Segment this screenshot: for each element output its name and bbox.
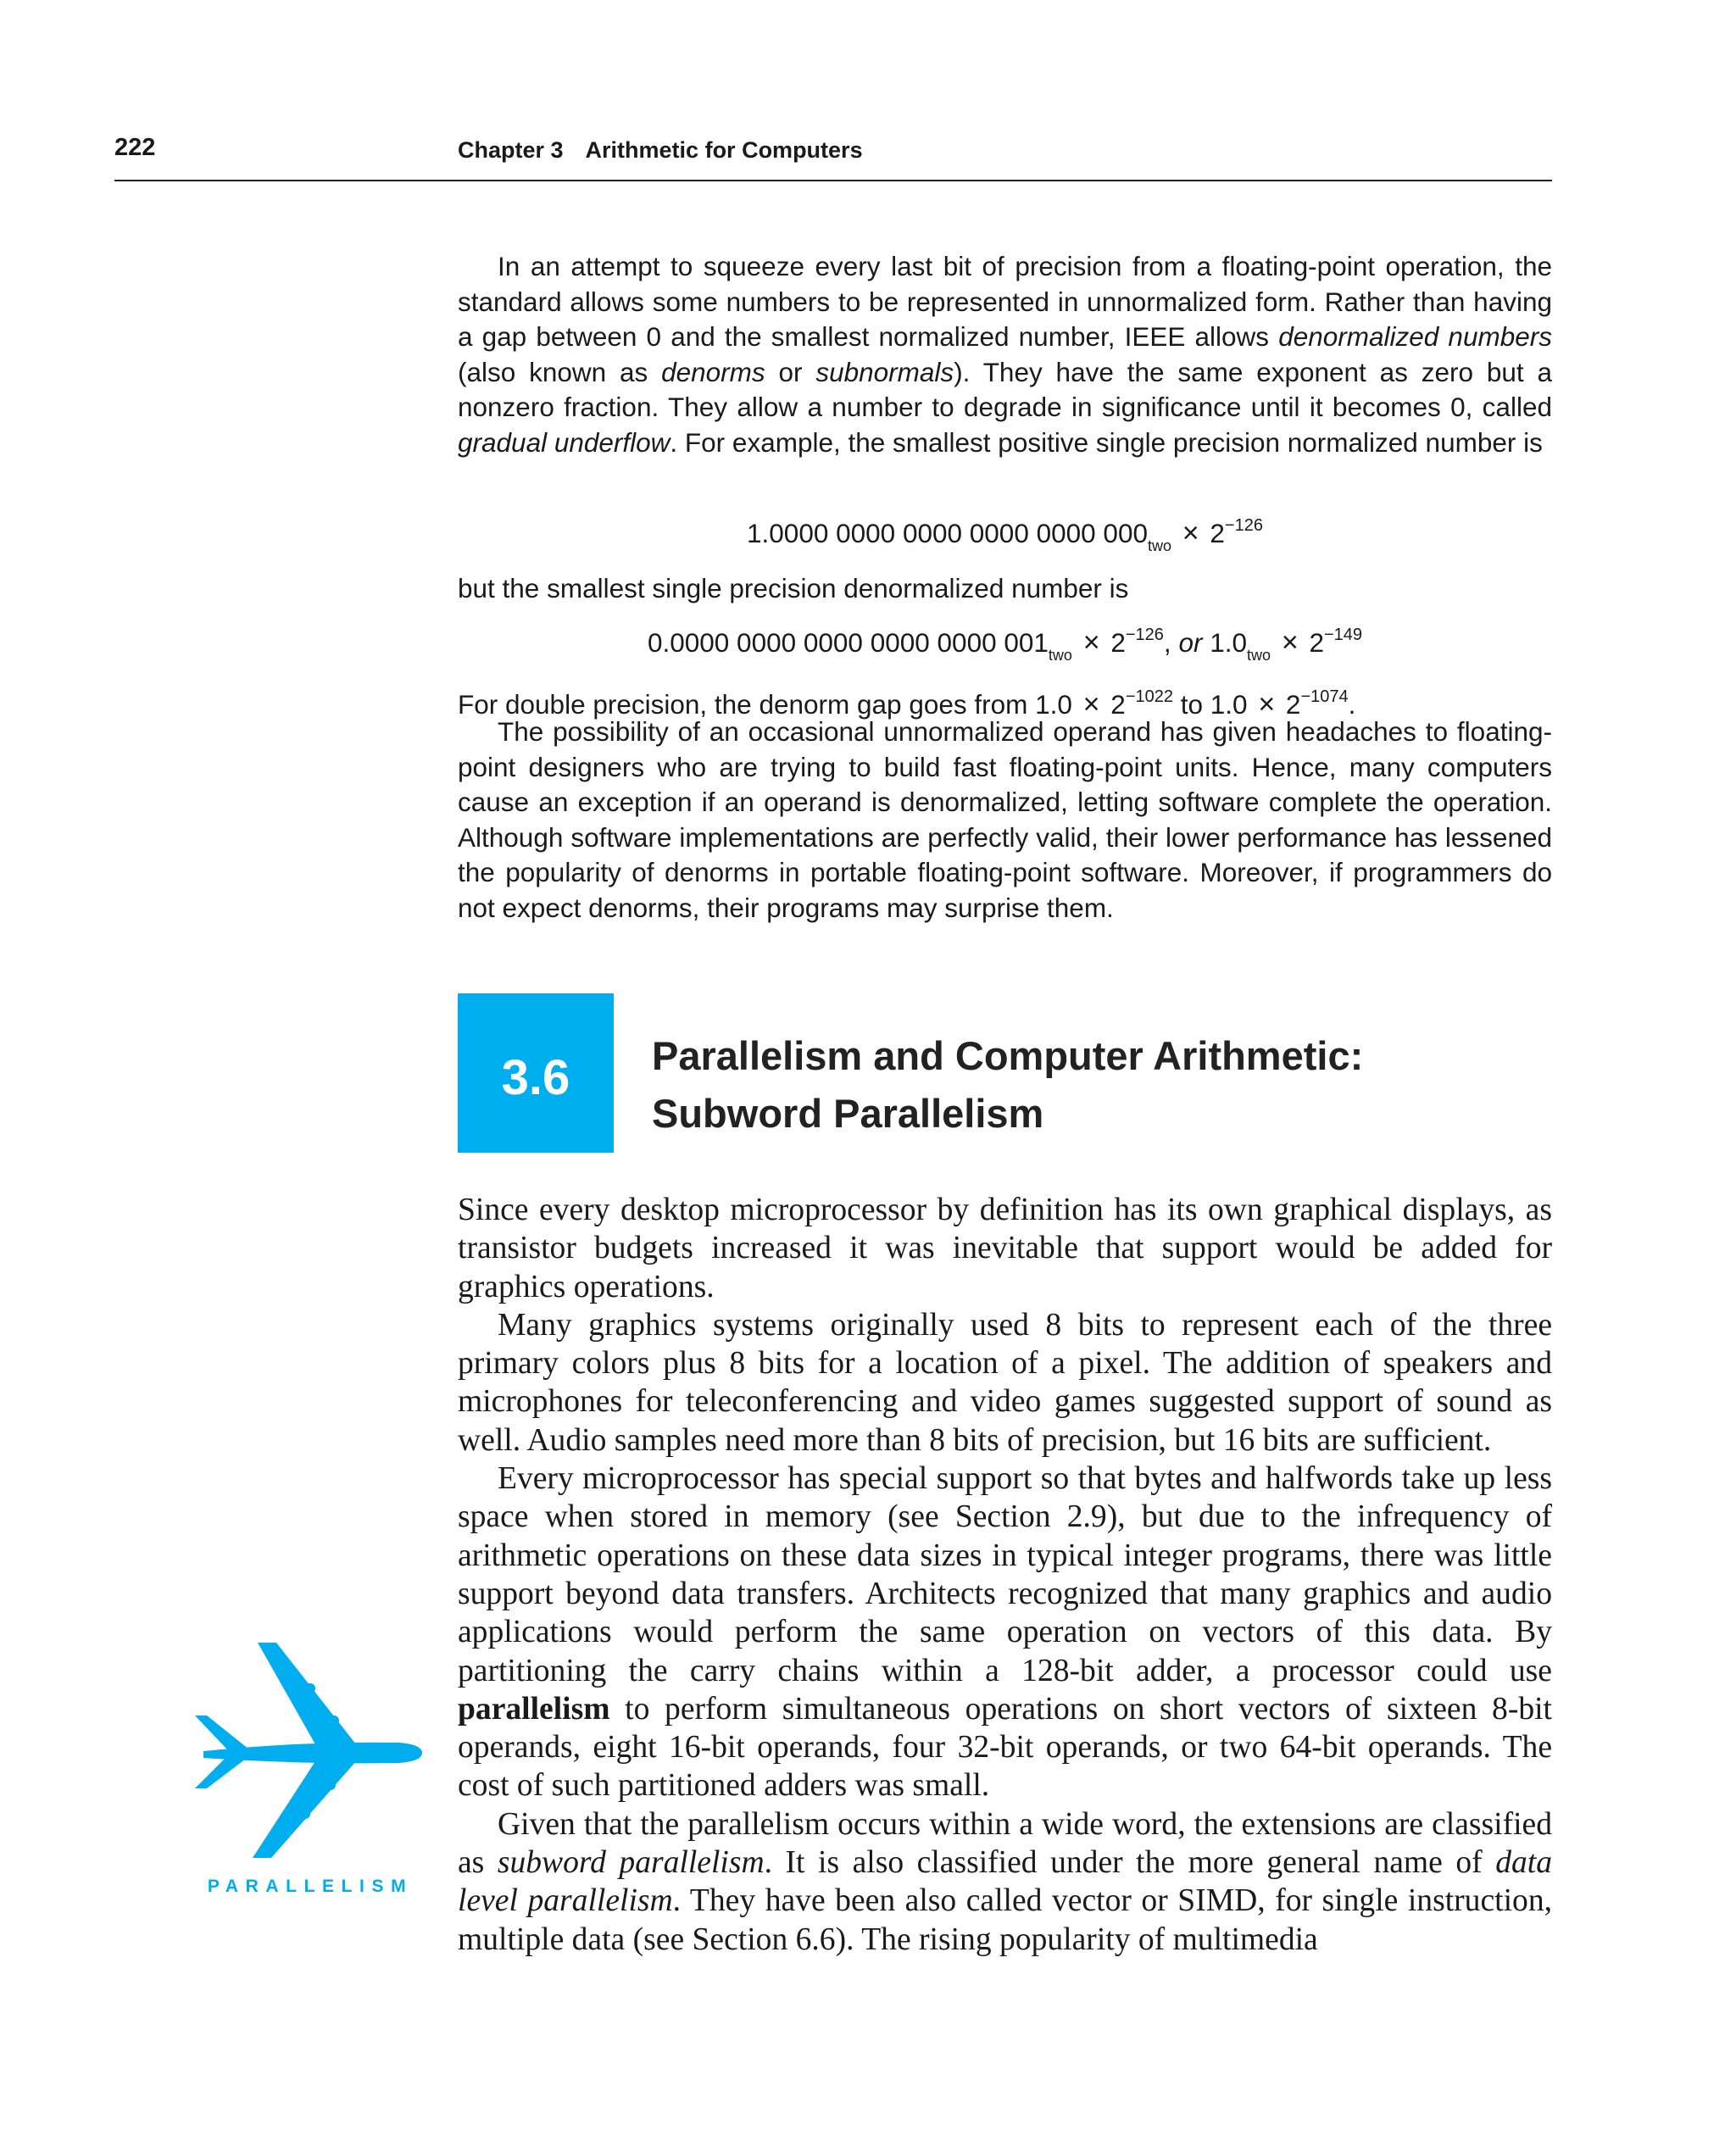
body-paragraph-1: Since every desktop microprocessor by definition has its own graphical displays, as transistor budgets increased it was inevitable that support would be added for graphics operations.	[458, 1193, 1552, 1304]
running-head	[458, 137, 863, 164]
intro-mid-line: but the smallest single precision denormalized number is	[458, 573, 1129, 603]
section-title-line-1: Parallelism and Computer Arithmetic:	[652, 1033, 1364, 1078]
airplane-icon	[188, 1643, 422, 1863]
keyword-parallelism: parallelism	[458, 1691, 610, 1727]
section-title	[652, 1027, 1584, 1143]
header-rule	[114, 180, 1552, 181]
chapter-title: Arithmetic for Computers	[585, 137, 863, 163]
body-paragraph-3: Every microprocessor has special support so that bytes and halfwords take up less space when stored in memory (see Section 2.9), but due to the infrequency of arithmetic operations on these data sizes in typical integer programs, there was little support beyond data transfers. Architects recognized that many graphics and audio applications would perform the same operation on vectors of this data. By partitioning the carry chains within a 128-bit adder, a processor could use parallelism to perform simultaneous operations on short vectors of sixteen 8-bit operands, eight 16-bit operands, four 32-bit operands, or two 64-bit operands. The cost of such partitioned adders was small.	[458, 1461, 1552, 1804]
intro-paragraph-2: The possibility of an occasional unnormalized operand has given headaches to floating-point designers who are trying to build fast floating-point units. Hence, many computers cause an exception if an operand is denormalized, letting software complete the operation. Although software implementations are perfectly valid, their lower performance has lessened the popularity of denorms in portable floating-point software. Moreover, if programmers do not expect denorms, their programs may surprise them.	[458, 716, 1552, 923]
margin-label-parallelism: PARALLELISM	[207, 1877, 414, 1896]
body-paragraph-2: Many graphics systems originally used 8 bits to represent each of the three primary colors plus 8 bits for a location of a pixel. The addition of speakers and microphones for teleconferencing and video games suggested support of sound as well. Audio samples need more than 8 bits of precision, but 16 bits are sufficient.	[458, 1307, 1552, 1458]
page-number: 222	[114, 134, 156, 161]
body-text	[458, 1191, 1552, 1959]
equation-denormalized: 0.0000 0000 0000 0000 0000 $001_{two} \times 2^{-126}$, or $1.0_{two} \times 2^{-149}$	[647, 626, 1363, 664]
body-paragraph-4: Given that the parallelism occurs within a wide word, the extensions are classified as subword parallelism. It is also classified under the more general name of data level parallelism. They have been also called vector or SIMD, for single instruction, multiple data (see Section 6.6). The rising popularity of multimedia	[458, 1806, 1552, 1957]
section-number: 3.6	[501, 1050, 570, 1105]
double-precision-line: For double precision, the denorm gap goes from $1.0 \times 2^{-1022}$ to $1.0 \times 2^{-1074}$.	[458, 687, 1356, 720]
intro-paragraph-1: In an attempt to squeeze every last bit of precision from a floating-point operation, the standard allows some numbers to be represented in unnormalized form. Rather than having a gap between 0 and the smallest normalized number, IEEE allows denormalized numbers (also known as denorms or subnormals). They have the same exponent as zero but a nonzero fraction. They allow a number to degrade in significance until it becomes 0, called gradual underflow. For example, the smallest positive single precision normalized number is	[458, 251, 1552, 458]
chapter-label: Chapter 3	[458, 137, 564, 163]
equation-normalized: 1.0000 0000 0000 0000 0000 $000_{two} \times 2^{-126}$	[747, 516, 1263, 554]
section-title-line-2: Subword Parallelism	[652, 1091, 1044, 1136]
